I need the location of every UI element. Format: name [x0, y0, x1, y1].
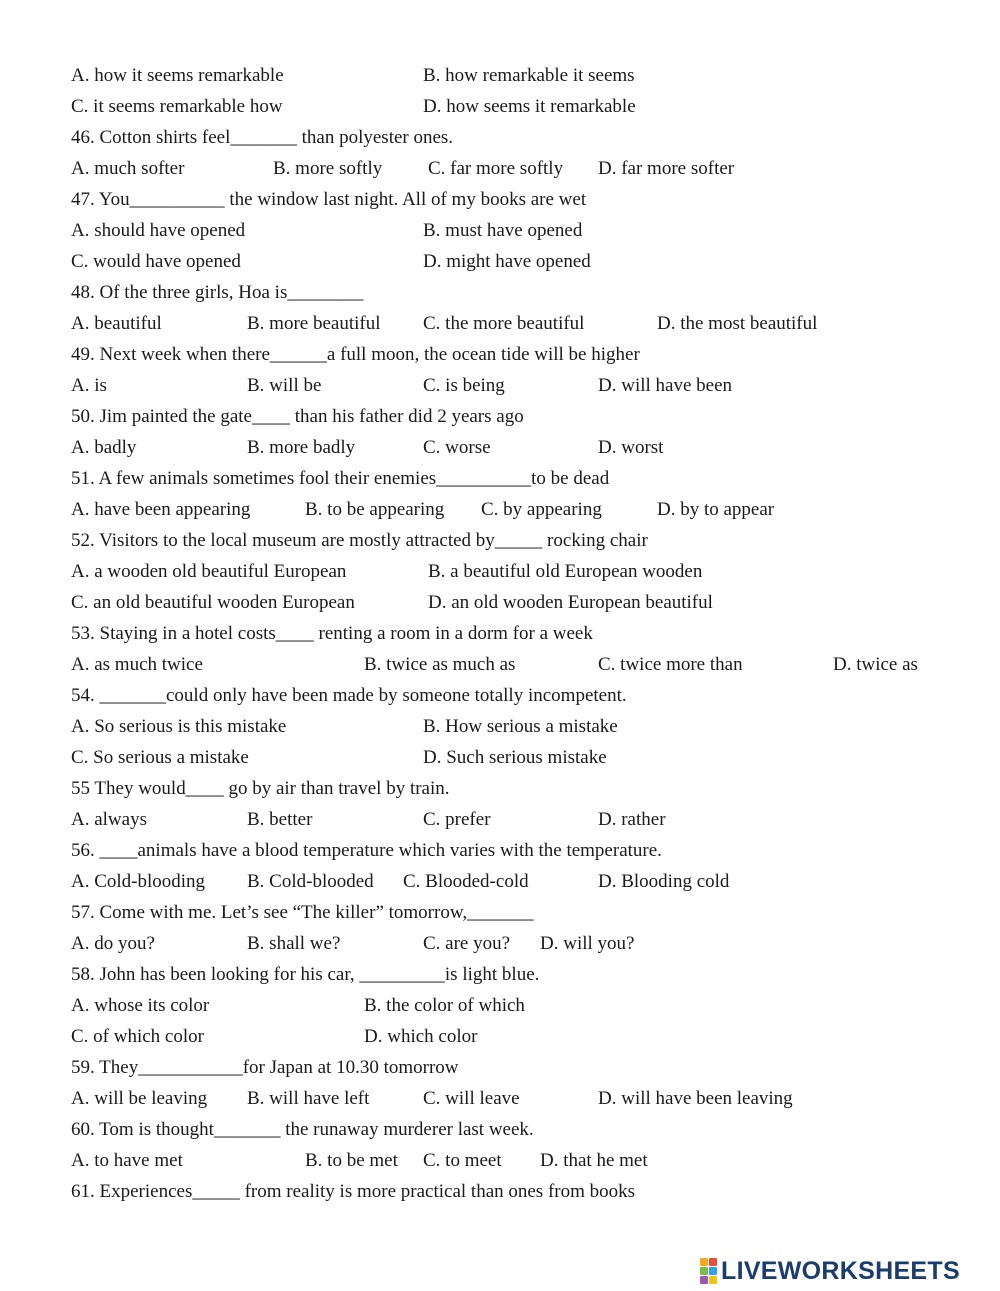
q56-option-d: D. Blooding cold: [598, 871, 730, 892]
q54-option-a: A. So serious is this mistake: [71, 716, 287, 737]
q49-text: 49. Next week when there______a full moon, the ocean tide will be higher: [71, 344, 640, 365]
q45-option-b: B. how remarkable it seems: [423, 65, 635, 86]
q57-option-d: D. will you?: [540, 933, 635, 954]
q47-option-a: A. should have opened: [71, 220, 246, 241]
brand-mark-tile: [700, 1258, 708, 1266]
q51-text: 51. A few animals sometimes fool their enemies__________to be dead: [71, 468, 610, 489]
brand-mark-tile: [700, 1267, 708, 1275]
q45-option-d: D. how seems it remarkable: [423, 96, 636, 117]
q48-option-d: D. the most beautiful: [657, 313, 818, 334]
q51-option-a: A. have been appearing: [71, 499, 251, 520]
q55-option-d: D. rather: [598, 809, 666, 830]
liveworksheets-logo: [700, 1258, 960, 1284]
q47-option-b: B. must have opened: [423, 220, 583, 241]
q50-option-b: B. more badly: [247, 437, 356, 458]
q55-option-b: B. better: [247, 809, 313, 830]
q48-option-c: C. the more beautiful: [423, 313, 585, 334]
q51-option-c: C. by appearing: [481, 499, 602, 520]
q51-option-b: B. to be appearing: [305, 499, 445, 520]
q54-option-b: B. How serious a mistake: [423, 716, 618, 737]
brand-mark-icon: [700, 1258, 717, 1284]
q53-option-a: A. as much twice: [71, 654, 203, 675]
q60-option-b: B. to be met: [305, 1150, 398, 1171]
q58-option-c: C. of which color: [71, 1026, 204, 1047]
q59-text: 59. They___________for Japan at 10.30 tomorrow: [71, 1057, 459, 1078]
q46-option-b: B. more softly: [273, 158, 383, 179]
q56-option-b: B. Cold-blooded: [247, 871, 374, 892]
q49-option-b: B. will be: [247, 375, 322, 396]
q52-option-c: C. an old beautiful wooden European: [71, 592, 355, 613]
q56-option-c: C. Blooded-cold: [403, 871, 529, 892]
q61-text: 61. Experiences_____ from reality is more practical than ones from books: [71, 1181, 636, 1202]
q59-option-c: C. will leave: [423, 1088, 520, 1109]
q55-text: 55 They would____ go by air than travel by train.: [71, 778, 450, 799]
q45-option-a: A. how it seems remarkable: [71, 65, 284, 86]
brand-name: LIVEWORKSHEETS: [721, 1256, 960, 1285]
q46-option-a: A. much softer: [71, 158, 185, 179]
q52-option-b: B. a beautiful old European wooden: [428, 561, 703, 582]
q52-option-a: A. a wooden old beautiful European: [71, 561, 347, 582]
q53-option-b: B. twice as much as: [364, 654, 516, 675]
q48-option-b: B. more beautiful: [247, 313, 381, 334]
q49-option-c: C. is being: [423, 375, 505, 396]
q51-option-d: D. by to appear: [657, 499, 775, 520]
q54-option-d: D. Such serious mistake: [423, 747, 607, 768]
q48-text: 48. Of the three girls, Hoa is________: [71, 282, 364, 303]
q45-option-c: C. it seems remarkable how: [71, 96, 283, 117]
q58-option-b: B. the color of which: [364, 995, 525, 1016]
q50-text: 50. Jim painted the gate____ than his father did 2 years ago: [71, 406, 524, 427]
q57-option-b: B. shall we?: [247, 933, 341, 954]
brand-mark-tile: [709, 1276, 717, 1284]
q50-option-d: D. worst: [598, 437, 664, 458]
q60-option-d: D. that he met: [540, 1150, 648, 1171]
q52-option-d: D. an old wooden European beautiful: [428, 592, 713, 613]
q53-option-d: D. twice as: [833, 654, 918, 675]
q57-option-c: C. are you?: [423, 933, 511, 954]
q53-option-c: C. twice more than: [598, 654, 743, 675]
q58-option-a: A. whose its color: [71, 995, 210, 1016]
q59-option-a: A. will be leaving: [71, 1088, 208, 1109]
q60-text: 60. Tom is thought_______ the runaway murderer last week.: [71, 1119, 534, 1140]
q49-option-a: A. is: [71, 375, 107, 396]
q49-option-d: D. will have been: [598, 375, 733, 396]
q47-option-c: C. would have opened: [71, 251, 241, 272]
q59-option-d: D. will have been leaving: [598, 1088, 793, 1109]
q47-text: 47. You__________ the window last night. All of my books are wet: [71, 189, 587, 210]
q60-option-a: A. to have met: [71, 1150, 183, 1171]
q60-option-c: C. to meet: [423, 1150, 502, 1171]
q59-option-b: B. will have left: [247, 1088, 370, 1109]
q48-option-a: A. beautiful: [71, 313, 162, 334]
brand-mark-tile: [700, 1276, 708, 1284]
q57-option-a: A. do you?: [71, 933, 155, 954]
q56-text: 56. ____animals have a blood temperature which varies with the temperature.: [71, 840, 662, 861]
q47-option-d: D. might have opened: [423, 251, 591, 272]
q46-text: 46. Cotton shirts feel_______ than polyester ones.: [71, 127, 454, 148]
q58-text: 58. John has been looking for his car, _________is light blue.: [71, 964, 540, 985]
brand-mark-tile: [709, 1267, 717, 1275]
q55-option-c: C. prefer: [423, 809, 491, 830]
q55-option-a: A. always: [71, 809, 147, 830]
q57-text: 57. Come with me. Let’s see “The killer” tomorrow,_______: [71, 902, 534, 923]
q50-option-c: C. worse: [423, 437, 491, 458]
q46-option-c: C. far more softly: [428, 158, 564, 179]
q56-option-a: A. Cold-blooding: [71, 871, 206, 892]
q50-option-a: A. badly: [71, 437, 137, 458]
q54-option-c: C. So serious a mistake: [71, 747, 249, 768]
q58-option-d: D. which color: [364, 1026, 478, 1047]
brand-mark-tile: [709, 1258, 717, 1266]
q54-text: 54. _______could only have been made by someone totally incompetent.: [71, 685, 627, 706]
q52-text: 52. Visitors to the local museum are mostly attracted by_____ rocking chair: [71, 530, 648, 551]
q46-option-d: D. far more softer: [598, 158, 735, 179]
q53-text: 53. Staying in a hotel costs____ renting a room in a dorm for a week: [71, 623, 593, 644]
